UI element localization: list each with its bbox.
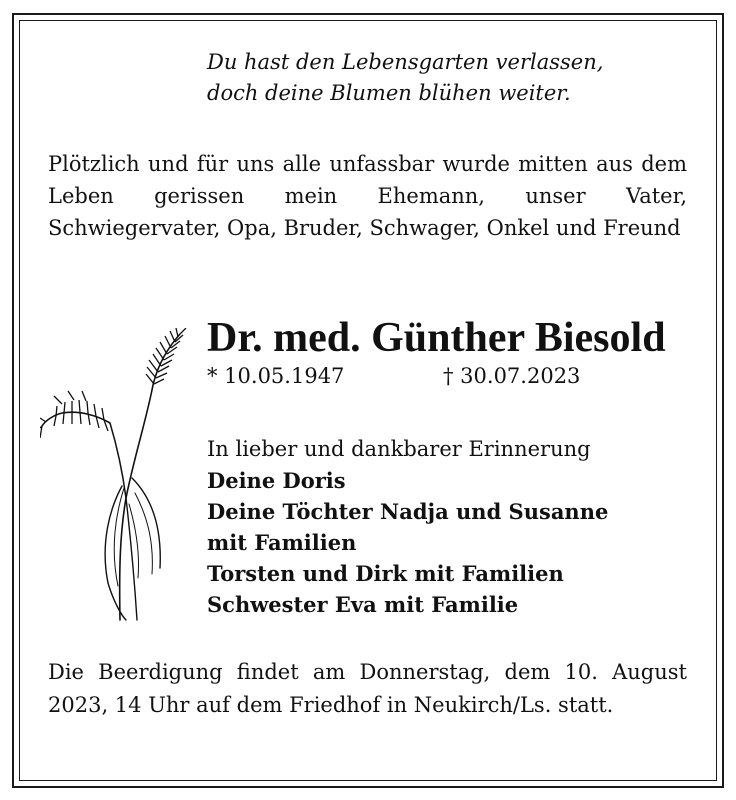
- wheat-icon: [40, 328, 190, 624]
- motto-line-1: Du hast den Lebensgarten verlassen,: [207, 50, 604, 74]
- mourner-line: Deine Doris: [207, 468, 346, 493]
- mourner-line: Deine Töchter Nadja und Susanne: [207, 499, 609, 524]
- deceased-name: Dr. med. Günther Biesold: [207, 315, 666, 361]
- birth-date: * 10.05.1947: [207, 364, 345, 388]
- death-date: † 30.07.2023: [443, 364, 581, 388]
- mourner-line: Torsten und Dirk mit Familien: [207, 561, 564, 586]
- life-dates: [207, 362, 667, 390]
- motto-line-2: doch deine Blumen blühen weiter.: [207, 81, 571, 105]
- funeral-notice: Die Beerdigung findet am Donnerstag, dem 10. August 2023, 14 Uhr auf dem Friedhof in Neukirch/Ls. statt.: [48, 660, 687, 717]
- mourner-line: mit Familien: [207, 530, 357, 555]
- intro-text: Plötzlich und für uns alle unfassbar wurde mitten aus dem Leben gerissen mein Ehemann, unser Vater, Schwiegervater, Opa, Bruder, Schwager, Onkel und Freund: [48, 152, 687, 240]
- motto: [207, 47, 677, 109]
- mourner-list: [207, 465, 687, 620]
- mourner-line: Schwester Eva mit Familie: [207, 592, 519, 617]
- greeting: In lieber und dankbarer Erinnerung: [207, 437, 591, 461]
